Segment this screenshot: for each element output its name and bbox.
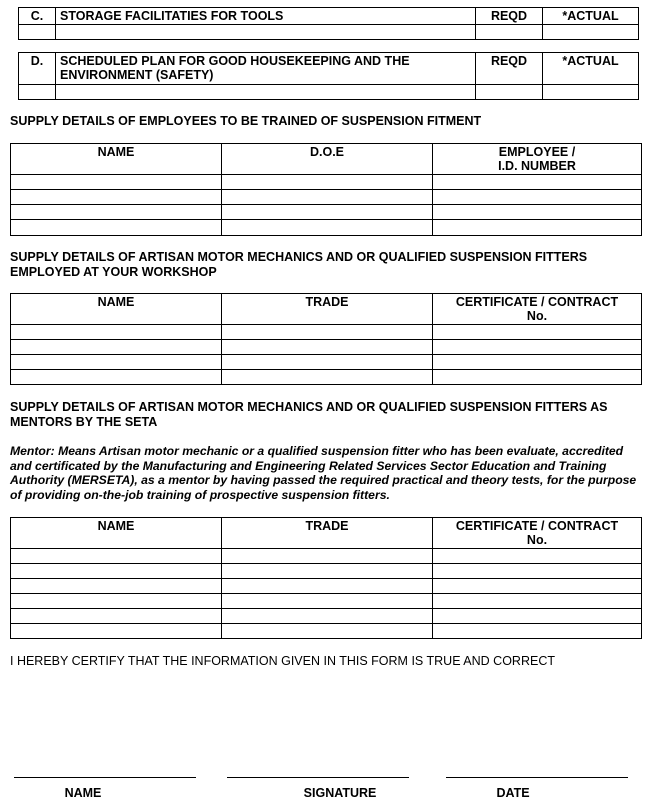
trade-cell[interactable] bbox=[222, 325, 433, 340]
signature-line[interactable] bbox=[227, 777, 409, 778]
table-row bbox=[11, 205, 642, 220]
artisans-cert-header bbox=[433, 294, 642, 325]
certificate-cell[interactable] bbox=[433, 325, 642, 340]
name-cell[interactable] bbox=[11, 549, 222, 564]
date-label: DATE bbox=[496, 786, 530, 800]
section-d-table bbox=[18, 52, 639, 100]
section-c-cell[interactable] bbox=[56, 25, 476, 40]
name-cell[interactable] bbox=[11, 175, 222, 190]
mentors-cert-header bbox=[433, 518, 642, 549]
mentors-table bbox=[10, 517, 642, 639]
certificate-cell[interactable] bbox=[433, 579, 642, 594]
id-cell[interactable] bbox=[433, 220, 642, 236]
table-row bbox=[11, 175, 642, 190]
trainees-id-header-line1: EMPLOYEE / bbox=[498, 145, 576, 159]
section-c-actual-header: *ACTUAL bbox=[543, 8, 639, 25]
name-cell[interactable] bbox=[11, 564, 222, 579]
mentors-cert-header-line1: CERTIFICATE / CONTRACT bbox=[455, 519, 619, 533]
section-d-reqd-cell[interactable] bbox=[476, 85, 543, 100]
signature-label: SIGNATURE bbox=[303, 786, 377, 800]
artisans-cert-header-line1: CERTIFICATE / CONTRACT bbox=[455, 295, 619, 309]
certificate-cell[interactable] bbox=[433, 549, 642, 564]
trade-cell[interactable] bbox=[222, 355, 433, 370]
section-d-actual-header: *ACTUAL bbox=[543, 53, 639, 85]
table-row bbox=[11, 549, 642, 564]
id-cell[interactable] bbox=[433, 190, 642, 205]
artisans-name-header: NAME bbox=[11, 294, 222, 325]
name-cell[interactable] bbox=[11, 355, 222, 370]
certificate-cell[interactable] bbox=[433, 370, 642, 385]
section-d-reqd-header: REQD bbox=[476, 53, 543, 85]
name-cell[interactable] bbox=[11, 340, 222, 355]
section-c-table bbox=[18, 7, 639, 40]
trade-cell[interactable] bbox=[222, 549, 433, 564]
name-cell[interactable] bbox=[11, 205, 222, 220]
section-d-cell bbox=[19, 85, 56, 100]
table-row bbox=[11, 355, 642, 370]
table-row bbox=[11, 220, 642, 236]
trade-cell[interactable] bbox=[222, 624, 433, 639]
id-cell[interactable] bbox=[433, 205, 642, 220]
artisans-trade-header: TRADE bbox=[222, 294, 433, 325]
section-d-title: SCHEDULED PLAN FOR GOOD HOUSEKEEPING AND THE ENVIRONMENT (SAFETY) bbox=[56, 53, 476, 85]
artisans-heading: SUPPLY DETAILS OF ARTISAN MOTOR MECHANICS AND OR QUALIFIED SUSPENSION FITTERS EMPLOYED AT YOUR WORKSHOP bbox=[10, 250, 588, 279]
table-row bbox=[11, 370, 642, 385]
certificate-cell[interactable] bbox=[433, 624, 642, 639]
trade-cell[interactable] bbox=[222, 579, 433, 594]
trade-cell[interactable] bbox=[222, 564, 433, 579]
name-label: NAME bbox=[64, 786, 102, 800]
section-d-letter: D. bbox=[19, 53, 56, 85]
name-signature-line[interactable] bbox=[14, 777, 196, 778]
trade-cell[interactable] bbox=[222, 594, 433, 609]
table-row bbox=[11, 340, 642, 355]
mentors-heading: SUPPLY DETAILS OF ARTISAN MOTOR MECHANICS AND OR QUALIFIED SUSPENSION FITTERS AS MENTORS BY THE SETA bbox=[10, 400, 608, 429]
doe-cell[interactable] bbox=[222, 220, 433, 236]
section-c-reqd-header: REQD bbox=[476, 8, 543, 25]
mentors-name-header: NAME bbox=[11, 518, 222, 549]
certificate-cell[interactable] bbox=[433, 355, 642, 370]
table-row bbox=[11, 579, 642, 594]
section-c-title: STORAGE FACILITATIES FOR TOOLS bbox=[56, 8, 476, 25]
table-row bbox=[11, 325, 642, 340]
name-cell[interactable] bbox=[11, 579, 222, 594]
section-c-cell bbox=[19, 25, 56, 40]
trainees-id-header bbox=[433, 144, 642, 175]
mentors-cert-header-line2: No. bbox=[526, 533, 548, 547]
artisans-cert-header-line2: No. bbox=[526, 309, 548, 323]
certification-statement: I HEREBY CERTIFY THAT THE INFORMATION GIVEN IN THIS FORM IS TRUE AND CORRECT bbox=[10, 654, 555, 668]
name-cell[interactable] bbox=[11, 370, 222, 385]
certificate-cell[interactable] bbox=[433, 594, 642, 609]
artisans-table bbox=[10, 293, 642, 385]
section-c-letter: C. bbox=[19, 8, 56, 25]
certificate-cell[interactable] bbox=[433, 564, 642, 579]
section-d-actual-cell[interactable] bbox=[543, 85, 639, 100]
name-cell[interactable] bbox=[11, 325, 222, 340]
section-c-actual-cell[interactable] bbox=[543, 25, 639, 40]
id-cell[interactable] bbox=[433, 175, 642, 190]
mentor-definition-note: Mentor: Means Artisan motor mechanic or a qualified suspension fitter who has been evaluate, accredited and certificated by the Manufacturing and Engineering Related Services Sector Education and Training Authority (MERSETA), as a mentor by having passed the required practical and theory tests, for the purpose of providing on-the-job training of prospective suspension fitters. bbox=[10, 444, 637, 502]
trainees-heading: SUPPLY DETAILS OF EMPLOYEES TO BE TRAINED OF SUSPENSION FITMENT bbox=[10, 114, 482, 128]
doe-cell[interactable] bbox=[222, 190, 433, 205]
table-row bbox=[11, 594, 642, 609]
table-row bbox=[11, 564, 642, 579]
name-cell[interactable] bbox=[11, 624, 222, 639]
doe-cell[interactable] bbox=[222, 175, 433, 190]
table-row bbox=[11, 190, 642, 205]
name-cell[interactable] bbox=[11, 220, 222, 236]
trainees-name-header: NAME bbox=[11, 144, 222, 175]
mentors-trade-header: TRADE bbox=[222, 518, 433, 549]
name-cell[interactable] bbox=[11, 609, 222, 624]
trainees-table bbox=[10, 143, 642, 236]
trade-cell[interactable] bbox=[222, 370, 433, 385]
section-c-reqd-cell[interactable] bbox=[476, 25, 543, 40]
section-d-cell[interactable] bbox=[56, 85, 476, 100]
name-cell[interactable] bbox=[11, 594, 222, 609]
trade-cell[interactable] bbox=[222, 340, 433, 355]
doe-cell[interactable] bbox=[222, 205, 433, 220]
certificate-cell[interactable] bbox=[433, 609, 642, 624]
trainees-doe-header: D.O.E bbox=[222, 144, 433, 175]
table-row bbox=[11, 624, 642, 639]
name-cell[interactable] bbox=[11, 190, 222, 205]
certificate-cell[interactable] bbox=[433, 340, 642, 355]
date-signature-line[interactable] bbox=[446, 777, 628, 778]
table-row bbox=[11, 609, 642, 624]
trade-cell[interactable] bbox=[222, 609, 433, 624]
trainees-id-header-line2: I.D. NUMBER bbox=[498, 159, 576, 173]
